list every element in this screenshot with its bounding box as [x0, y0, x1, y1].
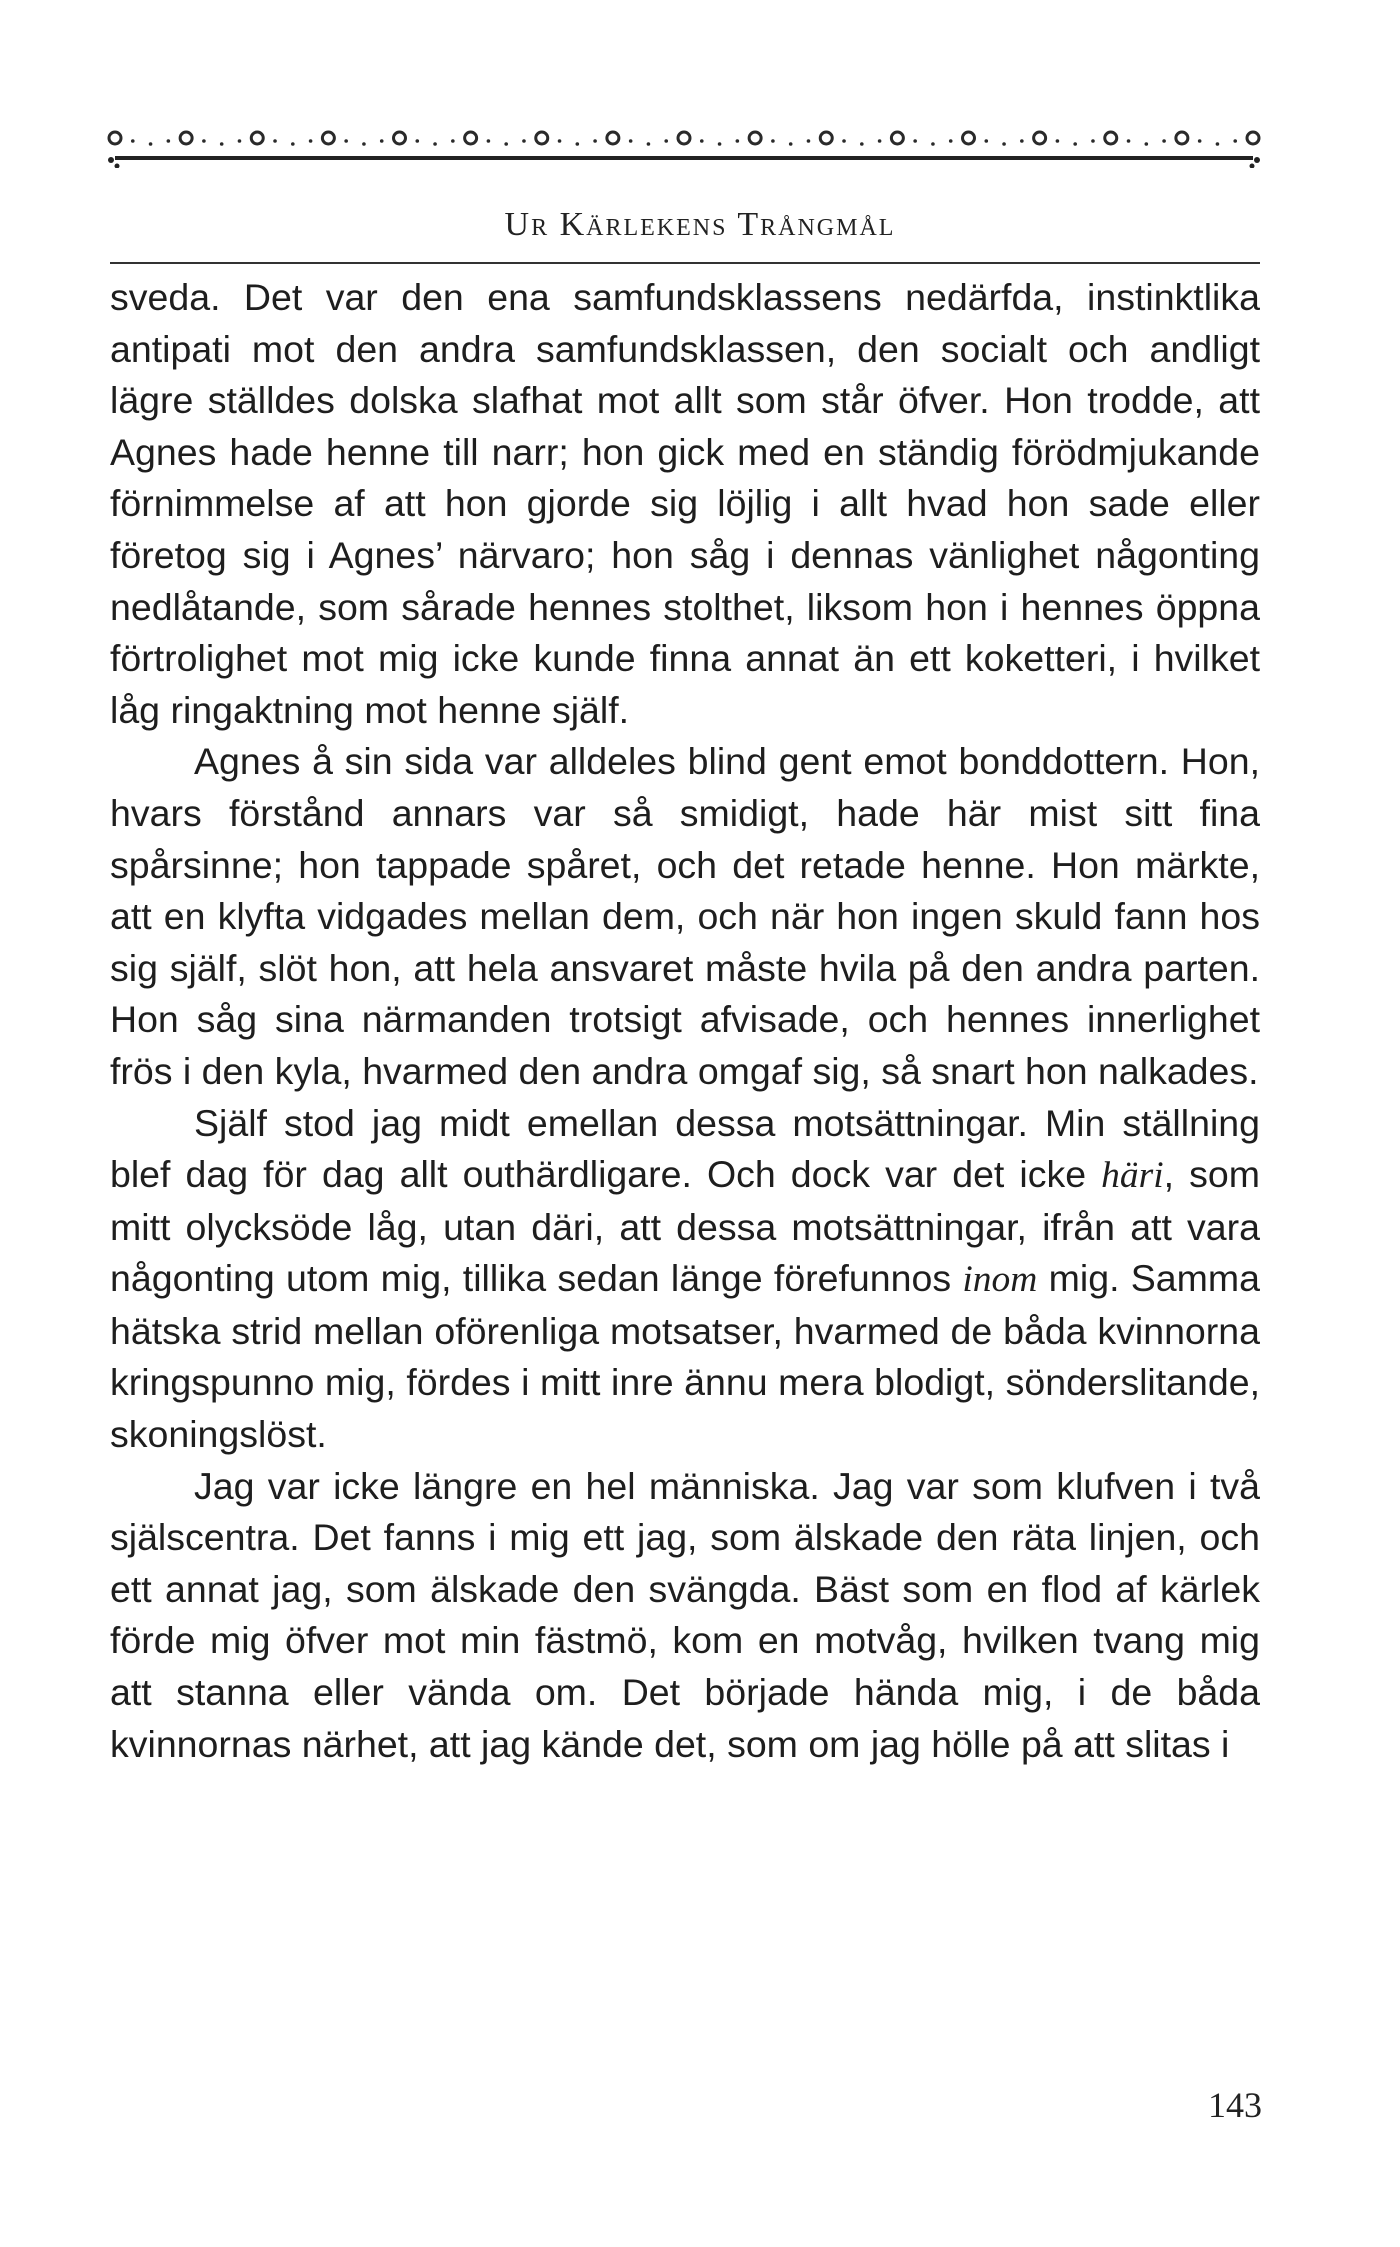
ornament-dot — [380, 139, 384, 143]
ornament-dot — [807, 139, 811, 143]
body-text — [110, 272, 1260, 1770]
ornament-ring — [180, 132, 192, 144]
page-number: 143 — [1208, 2085, 1262, 2125]
emphasis-inom: inom — [962, 1259, 1038, 1301]
ornament-dot — [1127, 139, 1131, 143]
ornament-dot — [309, 139, 313, 143]
ornament-dot — [842, 139, 846, 143]
ornament-dot — [984, 139, 988, 143]
ornament-dot — [647, 142, 651, 146]
ornament-dot — [433, 142, 437, 146]
ornament-dot — [1073, 142, 1077, 146]
ornament-dot — [362, 142, 366, 146]
running-header: Ur Kärlekens Trångmål — [504, 206, 896, 243]
paragraph-3-part-c: mig. Samma hätska strid mellan oförenliga motsatser, hvarmed de båda kvinnorna kringspunno mig, fördes i mitt inre ännu mera blodigt, sönderslitande, skoningslöst. — [110, 1257, 1260, 1456]
ornament-dot — [415, 139, 419, 143]
paragraph-3 — [110, 1098, 1260, 1461]
ornament-dot — [949, 139, 953, 143]
ornament-dot — [344, 139, 348, 143]
ornament-dot — [931, 142, 935, 146]
paragraph-4: Jag var icke längre en hel människa. Jag var som klufven i två själscentra. Det fanns i mig ett jag, som älskade den räta linjen, och ett annat jag, som älskade den svängda. Bäst som en flod af kärlek förde mig öfver mot min fästmö, kom en motvåg, hvilken tvang mig att stanna eller vända om. Det började hända mig, i de båda kvinnornas närhet, att jag kände det, som om jag hölle på att slitas i — [110, 1464, 1260, 1765]
ornament-dot — [1020, 139, 1024, 143]
ornament-dot — [291, 142, 295, 146]
ornament-dot — [220, 142, 224, 146]
ornament-dot — [273, 139, 277, 143]
ornament-ring — [963, 132, 975, 144]
ornament-ring — [1176, 132, 1188, 144]
ornament-dot — [1091, 139, 1095, 143]
ornament-dot — [664, 139, 668, 143]
ornament-dot — [1162, 139, 1166, 143]
ornament-dot — [593, 139, 597, 143]
ornament-ring — [1034, 132, 1046, 144]
ornament-dot — [718, 142, 722, 146]
ornament-ring — [536, 132, 548, 144]
paragraph-1: sveda. Det var den ena samfundsklassens nedärfda, instinktlika antipati mot den andra samfundsklassen, den socialt och andligt lägre ställdes dolska slafhat mot allt som står öfver. Hon trodde, att Agnes hade henne till narr; hon gick med en ständig förödmjukande förnimmelse af att hon gjorde sig löjlig i allt hvad hon sade eller företog sig i Agnes’ närvaro; hon såg i dennas vänlighet någonting nedlåtande, som sårade hennes stolthet, liksom hon i hennes öppna förtrolighet mot mig icke kunde finna annat än ett koketteri, i hvilket låg ringaktning mot henne själf. — [110, 276, 1260, 731]
ornament-dot — [1216, 142, 1220, 146]
ornament-dot — [860, 142, 864, 146]
ornament-dot — [238, 139, 242, 143]
ornament-dot — [1233, 139, 1237, 143]
header-rule — [110, 262, 1260, 264]
ornament-ring — [1105, 132, 1117, 144]
ornament-dot — [789, 142, 793, 146]
ornament-dot — [558, 139, 562, 143]
ornament-ring — [1247, 132, 1259, 144]
ornament-dot — [576, 142, 580, 146]
ornament-dot — [629, 139, 633, 143]
ornament-dot — [504, 142, 508, 146]
ornament-ring — [749, 132, 761, 144]
header-ornament — [107, 118, 1261, 168]
ornament-dot — [202, 139, 206, 143]
ornament-ring — [109, 132, 121, 144]
ornament-dot — [487, 139, 491, 143]
ornament-dot — [167, 139, 171, 143]
ornament-dot — [913, 139, 917, 143]
ornament-dot — [149, 142, 153, 146]
ornament-ring — [394, 132, 406, 144]
ornament-ring — [891, 132, 903, 144]
paragraph-3-part-a: Själf stod jag midt emellan dessa motsättningar. Min ställning blef dag för dag allt outhärdligare. Och dock var det icke — [110, 1101, 1260, 1196]
ornament-dot — [131, 139, 135, 143]
ornament-dot — [771, 139, 775, 143]
ornament-ring — [678, 132, 690, 144]
ornament-dot — [1002, 142, 1006, 146]
ornament-dot — [451, 139, 455, 143]
ornament-dot — [522, 139, 526, 143]
ornament-dot — [878, 139, 882, 143]
ornament-dot — [736, 139, 740, 143]
ornament-dot — [1145, 142, 1149, 146]
ornament-dot — [700, 139, 704, 143]
paragraph-3-part-b: , som mitt olycksöde låg, utan däri, att dessa motsättningar, ifrån att vara någonting utom mig, tillika sedan länge förefunnos — [110, 1153, 1260, 1300]
ornament-ring — [465, 132, 477, 144]
emphasis-hari: häri — [1101, 1155, 1164, 1197]
ornament-ring — [322, 132, 334, 144]
ornament-dot — [1198, 139, 1202, 143]
ornament-ring — [607, 132, 619, 144]
ornament-dot — [1056, 139, 1060, 143]
ornament-ring — [820, 132, 832, 144]
paragraph-2: Agnes å sin sida var alldeles blind gent emot bonddottern. Hon, hvars förstånd annars var så smidigt, hade här mist sitt fina spårsinne; hon tappade spåret, och det retade henne. Hon märkte, att en klyfta vidgades mellan dem, och när hon ingen skuld fann hos sig själf, slöt hon, att hela ansvaret måste hvila på den andra parten. Hon såg sina närmanden trotsigt afvisade, och hennes innerlighet frös i den kyla, hvarmed den andra omgaf sig, så snart hon nalkades. — [110, 740, 1260, 1092]
ornament-ring — [251, 132, 263, 144]
